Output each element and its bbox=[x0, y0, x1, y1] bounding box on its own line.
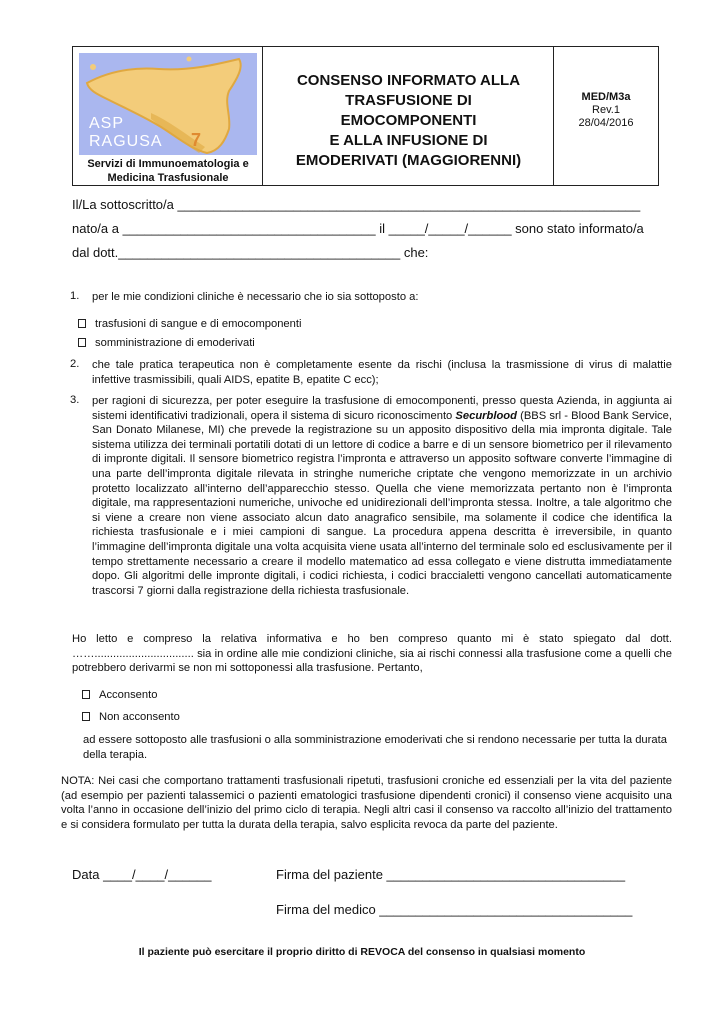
patient-name-field[interactable]: Il/La sottoscritto/a ________________________________________________________________ bbox=[72, 197, 641, 212]
point-3-text-end: (BBS srl - Blood Bank Service, San Donato Milanese, MI) che prevede la registrazione su un apposito dispositivo della mia impronta digitale. Tale sistema utilizza dei terminali portatili dotati di un lettore di codice a barre e di un sensore biometrico per il rilevamento di impronte digitali. Il sensore biometrico registra l’impronta e attraverso un apposito software converte l’immagine di una parte dell’impronta digitale rilevata in stringhe numeriche criptate che vengono memorizzate in un archivio protetto localizzato all’interno dell’apparecchio stesso. Quella che viene memorizzata pertanto non è l’impronta digitale, ma rappresentazioni numeriche, univoche ed unidirezionali dell’impronta stessa. Inoltre, a tale algoritmo che si viene a creare non viene associato alcun dato anagrafico sensibile, ma solamente il codice che identifica la richiesta trasfusionale e i miei campioni di sangue. La procedura appena descritta è irreversibile, in quanto l’immagine dell’impronta digitale una volta acquisita viene usata all’interno del terminale solo ed esclusivamente per il tempo strettamente necessario a creare il modello matematico ad essa collegato e viene distrutta immediatamente dopo. Gli algoritmi delle impronte digitali, i codici richiesta, i codici braccialetti vengono cancellati automaticamente trascorsi 7 giorni dalla registrazione della richiesta trasfusionale. bbox=[92, 409, 672, 597]
services-line: Medicina Trasfusionale bbox=[107, 172, 229, 184]
title-line: E ALLA INFUSIONE DI bbox=[329, 132, 488, 149]
doc-code: MED/M3a bbox=[581, 91, 631, 103]
sub-option-transfusion bbox=[78, 318, 301, 330]
point-number: 3. bbox=[70, 394, 80, 406]
logo-number: 7 bbox=[191, 130, 202, 150]
checkbox-icon[interactable] bbox=[82, 690, 90, 699]
birth-field[interactable]: nato/a a ___________________________________ il _____/_____/______ sono stato informato/a bbox=[72, 221, 644, 236]
doctor-field[interactable]: dal dott._______________________________________ che: bbox=[72, 245, 429, 260]
date-signature-field[interactable]: Data ____/____/______ bbox=[72, 867, 212, 882]
services-line: Servizi di Immunoematologia e bbox=[87, 158, 249, 170]
title-line: EMODERIVATI (MAGGIORENNI) bbox=[295, 152, 522, 169]
logo-text-ragusa: RAGUSA bbox=[89, 133, 163, 150]
revocation-footer: Il paziente può esercitare il proprio diritto di REVOCA del consenso in qualsiasi momento bbox=[138, 946, 586, 958]
choice-decline-label: Non acconsento bbox=[99, 711, 180, 723]
checkbox-icon[interactable] bbox=[78, 319, 86, 328]
title-line: CONSENSO INFORMATO ALLA bbox=[296, 72, 521, 89]
doctor-signature-field[interactable]: Firma del medico ___________________________________ bbox=[276, 902, 633, 917]
checkbox-icon[interactable] bbox=[82, 712, 90, 721]
title-line: TRASFUSIONE DI bbox=[345, 92, 472, 109]
note-text: NOTA: Nei casi che comportano trattamenti trasfusionali ripetuti, trasfusioni croniche ed essenziali per la vita del paziente (ad esempio per pazienti talassemici o pazienti ematologici trasfusione dipendenti cronici) il consenso viene acquisito una volta l’anno in occasione dell’inizio del primo ciclo di terapia. Negli altri casi il consenso va raccolto all’inizio del trattamento e si considera formulato per tutta la durata della terapia, salvo esplicita revoca da parte del paziente. bbox=[61, 775, 672, 831]
declaration-text: Ho letto e compreso la relativa informativa e ho ben compreso quanto mi è stato spiegato dal dott. ……................................ sia in ordine alle mie condizioni cliniche, sia ai rischi connessi alla trasfusione come a quelli che potrebbero derivarmi se non mi sottoponessi alla trasfusione. Pertanto, bbox=[72, 633, 672, 675]
header-box bbox=[72, 46, 659, 186]
point-1-text: per le mie condizioni cliniche è necessario che io sia sottoposto a: bbox=[92, 291, 419, 303]
purpose-text: ad essere sottoposto alle trasfusioni o alla somministrazione emoderivati che si rendono necessarie per tutta la durata della terapia. bbox=[83, 734, 667, 761]
sub-option-emoderivati bbox=[78, 337, 255, 349]
header-logo-cell bbox=[73, 47, 263, 185]
doc-date: 28/04/2016 bbox=[578, 117, 634, 129]
header-code-cell bbox=[554, 47, 658, 185]
point-3-text-start: per ragioni di sicurezza, per poter eseguire la trasfusione di emocomponenti, presso questa Azienda, in aggiunta ai sistemi identificativi tradizionali, opera il sistema di sicuro riconoscimento bbox=[92, 395, 672, 422]
point-number: 2. bbox=[70, 358, 80, 370]
point-3-text bbox=[92, 394, 672, 598]
patient-signature-field[interactable]: Firma del paziente _________________________________ bbox=[276, 867, 626, 882]
point-2-text: che tale pratica terapeutica non è completamente esente da rischi (inclusa la trasmissione di virus di malattie infettive trasmissibili, quali AIDS, epatite B, epatite C ecc); bbox=[92, 359, 672, 386]
securblood-brand: Securblood bbox=[455, 409, 517, 422]
choice-accept-label: Acconsento bbox=[99, 689, 158, 701]
header-title-cell bbox=[263, 47, 554, 185]
sub-option-label: trasfusioni di sangue e di emocomponenti bbox=[95, 318, 302, 330]
doc-revision: Rev.1 bbox=[592, 104, 620, 116]
choice-accept[interactable] bbox=[82, 689, 157, 701]
document-code bbox=[554, 91, 658, 130]
point-number: 1. bbox=[70, 290, 80, 302]
document-title bbox=[263, 71, 554, 171]
asp-ragusa-logo bbox=[79, 53, 257, 155]
sub-option-label: somministrazione di emoderivati bbox=[95, 337, 255, 349]
title-line: EMOCOMPONENTI bbox=[340, 112, 477, 129]
services-label bbox=[75, 157, 261, 185]
checkbox-icon[interactable] bbox=[78, 338, 86, 347]
choice-decline[interactable] bbox=[82, 711, 180, 723]
logo-text-asp: ASP bbox=[89, 115, 125, 132]
